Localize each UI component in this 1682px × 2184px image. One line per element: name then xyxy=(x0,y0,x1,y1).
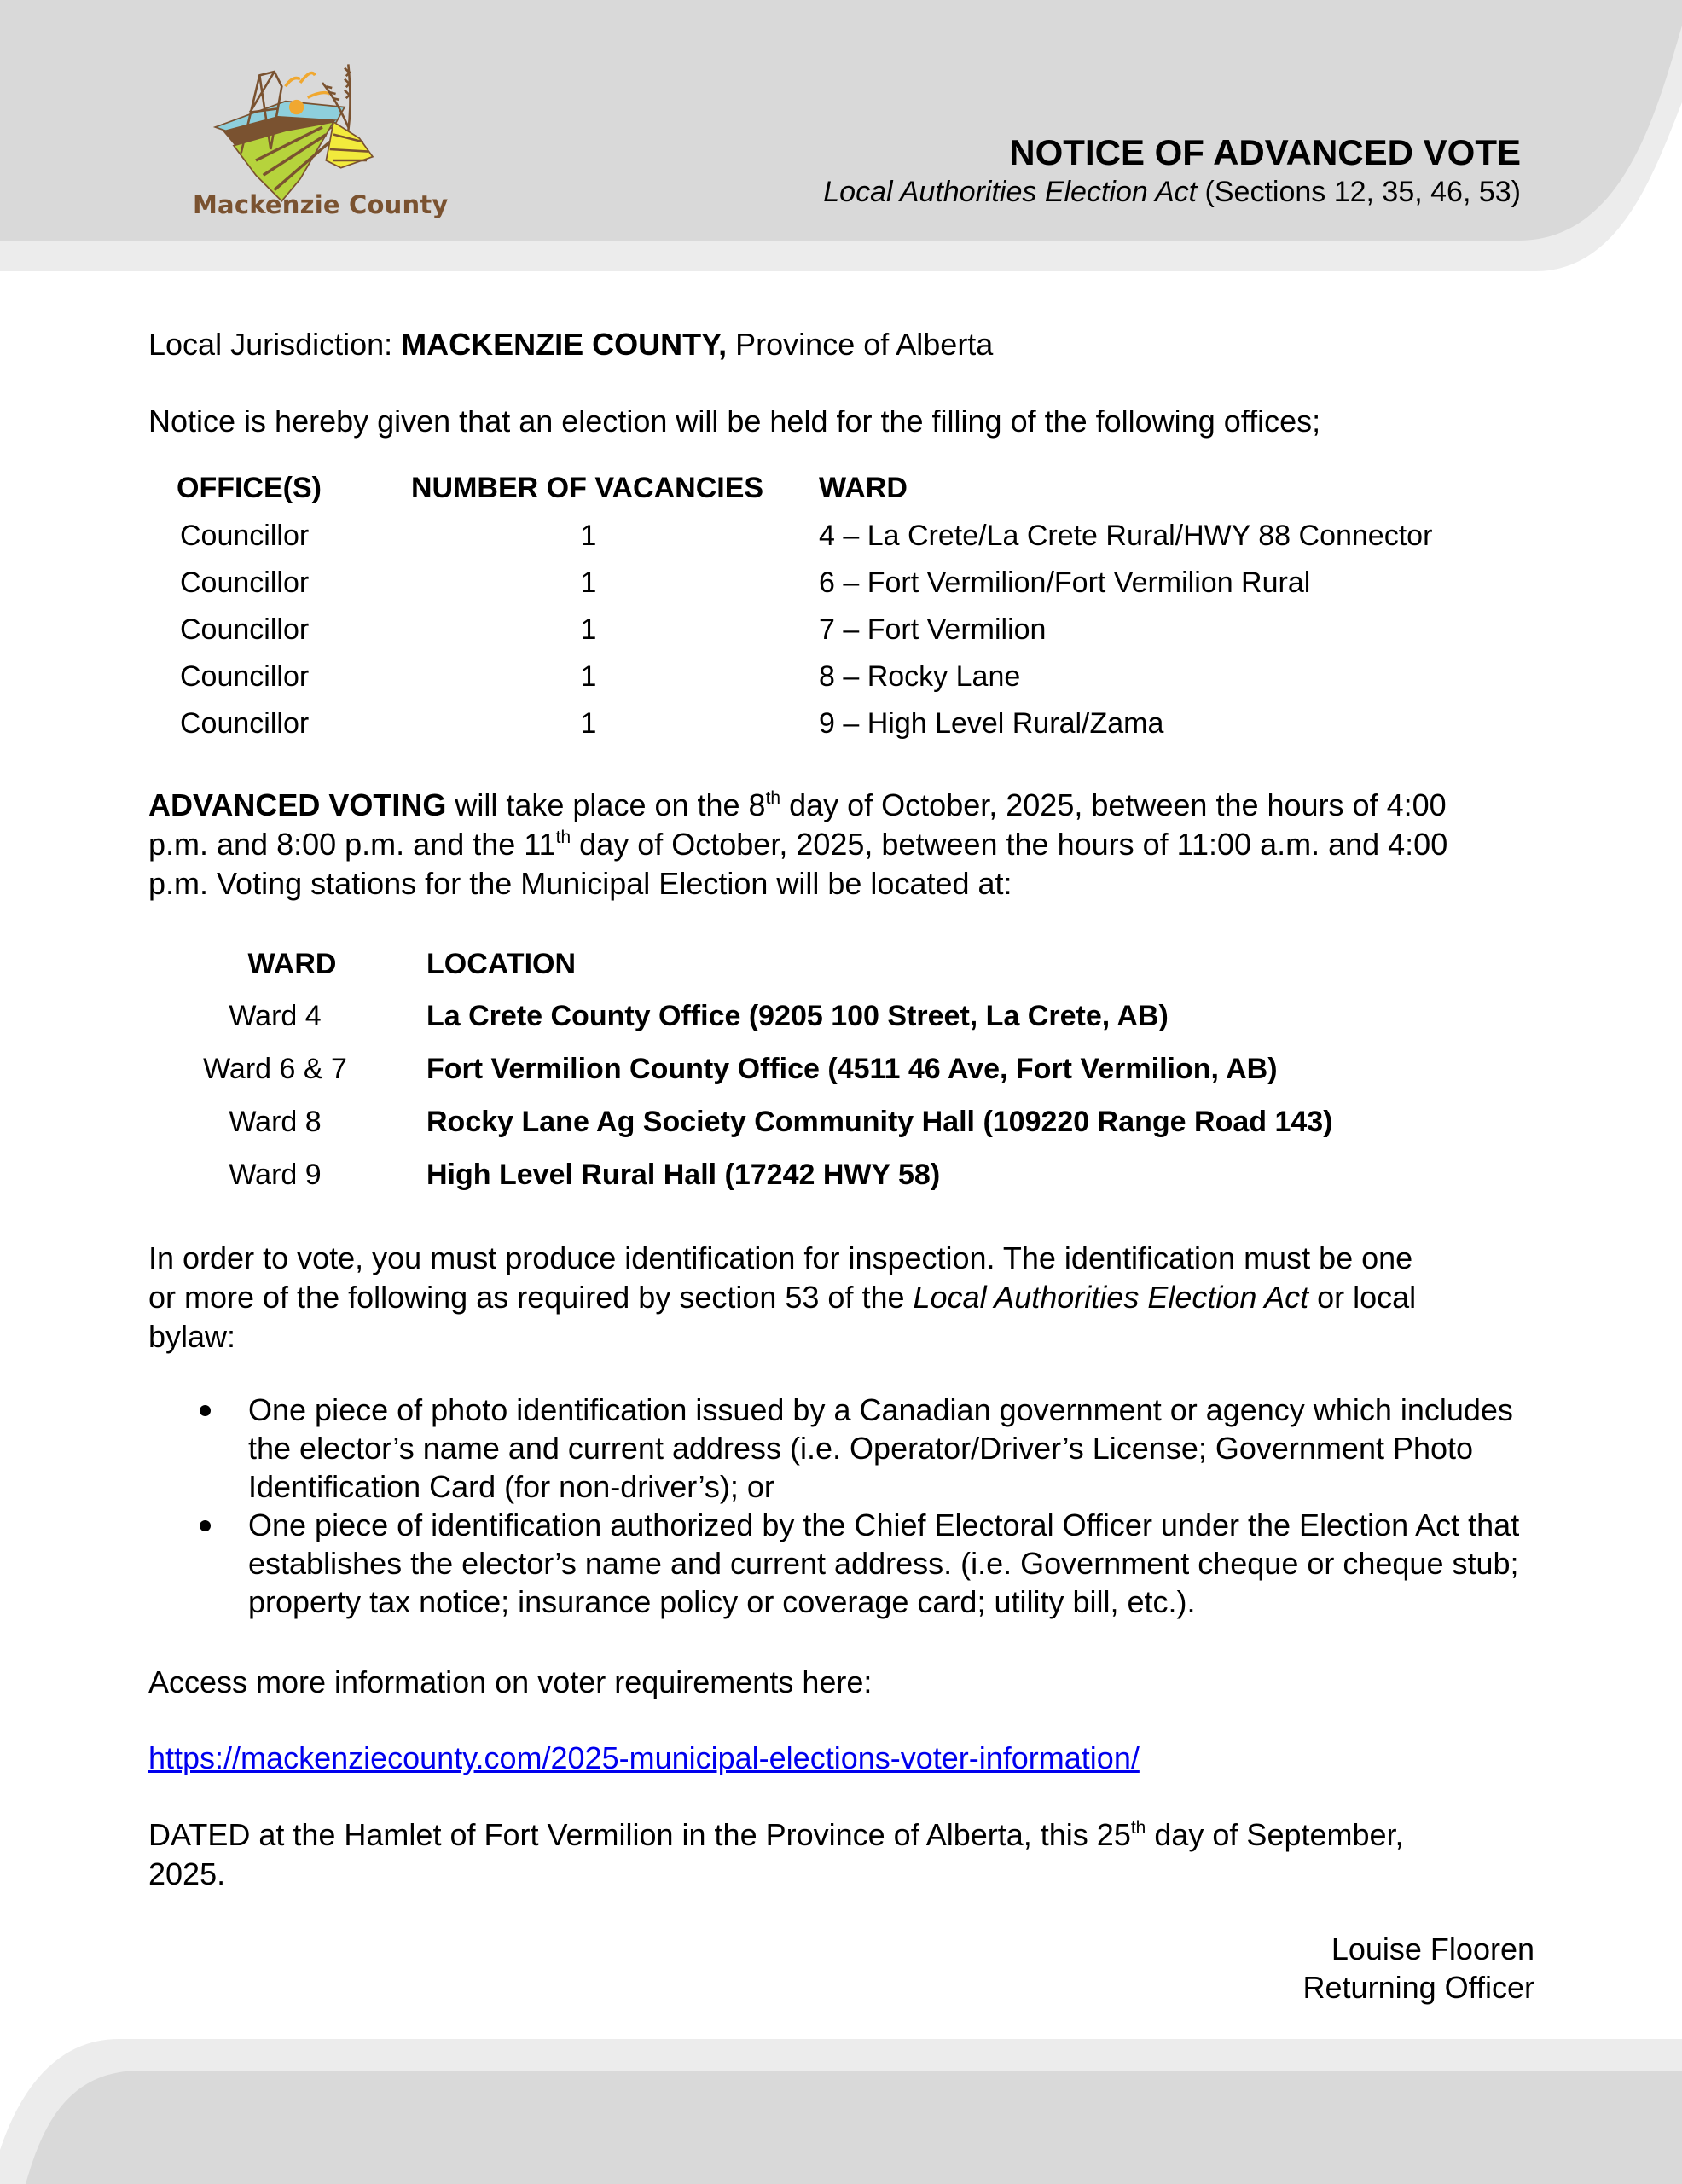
ordinal-suffix: th xyxy=(765,788,781,808)
table-row-vacancies: 1 xyxy=(580,520,597,552)
signature-block xyxy=(1303,1930,1534,2007)
col-header-location: LOCATION xyxy=(426,948,577,980)
text: will take place on the 8 xyxy=(446,787,766,822)
table-row-location: Rocky Lane Ag Society Community Hall (109220 Range Road 143) xyxy=(426,1106,1333,1138)
logo-wordmark: Mackenzie County xyxy=(193,190,449,219)
table-row-vacancies: 1 xyxy=(580,566,597,599)
advanced-voting-lead: ADVANCED VOTING xyxy=(148,787,447,822)
text: or local xyxy=(1308,1280,1417,1315)
table-row-ward: 9 – High Level Rural/Zama xyxy=(819,707,1164,740)
voter-info-link[interactable]: https://mackenziecounty.com/2025-municipal-elections-voter-information/ xyxy=(148,1740,1140,1775)
signatory-title: Returning Officer xyxy=(1302,1970,1534,2005)
identification-paragraph xyxy=(148,1239,1547,1356)
list-item-text: One piece of photo identification issued by a Canadian government or agency which includes the elector’s name and current address (i.e. Operator/Driver’s License; Government Photo Identification Card (for non-driver’s); or xyxy=(248,1392,1513,1504)
jurisdiction-label: Local Jurisdiction: xyxy=(148,327,402,362)
table-row-vacancies: 1 xyxy=(580,660,597,693)
text: or more of the following as required by section 53 of the xyxy=(148,1280,914,1315)
table-row-ward: Ward 6 & 7 xyxy=(203,1053,347,1085)
more-info-link-row xyxy=(148,1739,1547,1778)
text: day of September, xyxy=(1146,1817,1404,1852)
page-title: NOTICE OF ADVANCED VOTE xyxy=(1009,132,1521,172)
col-header-offices: OFFICE(S) xyxy=(177,472,322,504)
table-row-ward: Ward 4 xyxy=(229,1000,322,1032)
table-row-ward: Ward 8 xyxy=(229,1106,322,1138)
text: In order to vote, you must produce identification for inspection. The identification must be one xyxy=(148,1240,1413,1275)
notice-intro: Notice is hereby given that an election will be held for the filling of the following offices; xyxy=(148,404,1321,439)
text: day of October, 2025, between the hours of 4:00 xyxy=(780,787,1447,822)
table-row-ward: Ward 9 xyxy=(229,1159,322,1191)
text: p.m. Voting stations for the Municipal Election will be located at: xyxy=(148,866,1012,901)
table-row-location: High Level Rural Hall (17242 HWY 58) xyxy=(426,1159,941,1191)
text: p.m. and 8:00 p.m. and the 11 xyxy=(148,827,556,862)
text: bylaw: xyxy=(148,1319,236,1354)
jurisdiction-line xyxy=(148,325,1547,364)
advanced-voting-paragraph xyxy=(148,786,1547,903)
ordinal-suffix: th xyxy=(1130,1818,1146,1838)
table-row-office: Councillor xyxy=(180,613,310,646)
act-name: Local Authorities Election Act xyxy=(823,176,1198,208)
text: DATED at the Hamlet of Fort Vermilion in the Province of Alberta, this 25 xyxy=(148,1817,1131,1852)
table-row-ward: 4 – La Crete/La Crete Rural/HWY 88 Connector xyxy=(819,520,1433,552)
list-item xyxy=(148,1391,1547,1506)
table-row-ward: 7 – Fort Vermilion xyxy=(819,613,1047,646)
table-row-location: La Crete County Office (9205 100 Street, La Crete, AB) xyxy=(426,1000,1169,1032)
id-requirements-list xyxy=(148,1391,1547,1621)
list-item-text: One piece of identification authorized by the Chief Electoral Officer under the Election Act that establishes the elector’s name and current address. (i.e. Government cheque or cheque stub; property tax notice; insurance policy or coverage card; utility bill, etc.). xyxy=(248,1507,1520,1619)
dated-paragraph xyxy=(148,1815,1547,1894)
text: day of October, 2025, between the hours of 11:00 a.m. and 4:00 xyxy=(571,827,1448,862)
bullet-icon xyxy=(200,1520,211,1531)
table-row-office: Councillor xyxy=(180,520,310,552)
more-info-label: Access more information on voter requirements here: xyxy=(148,1664,873,1699)
list-item xyxy=(148,1506,1547,1621)
table-row-location: Fort Vermilion County Office (4511 46 Ave, Fort Vermilion, AB) xyxy=(426,1053,1278,1085)
page-subtitle xyxy=(823,176,1521,209)
table-row-vacancies: 1 xyxy=(580,613,597,646)
table-row-ward: 6 – Fort Vermilion/Fort Vermilion Rural xyxy=(819,566,1311,599)
table-row-office: Councillor xyxy=(180,566,310,599)
ordinal-suffix: th xyxy=(555,828,571,847)
signatory-name: Louise Flooren xyxy=(1331,1931,1534,1966)
jurisdiction-province: Province of Alberta xyxy=(727,327,994,362)
col-header-ward: WARD xyxy=(819,472,908,504)
table-row-office: Councillor xyxy=(180,707,310,740)
col-header-ward: WARD xyxy=(247,948,337,980)
table-row-vacancies: 1 xyxy=(580,707,597,740)
bullet-icon xyxy=(200,1405,211,1416)
table-row-ward: 8 – Rocky Lane xyxy=(819,660,1021,693)
text: 2025. xyxy=(148,1856,226,1891)
col-header-vacancies: NUMBER OF VACANCIES xyxy=(411,472,764,504)
table-row-office: Councillor xyxy=(180,660,310,693)
act-name: Local Authorities Election Act xyxy=(913,1280,1309,1315)
sections-ref: (Sections 12, 35, 46, 53) xyxy=(1197,176,1521,208)
jurisdiction-name: MACKENZIE COUNTY, xyxy=(401,327,728,362)
